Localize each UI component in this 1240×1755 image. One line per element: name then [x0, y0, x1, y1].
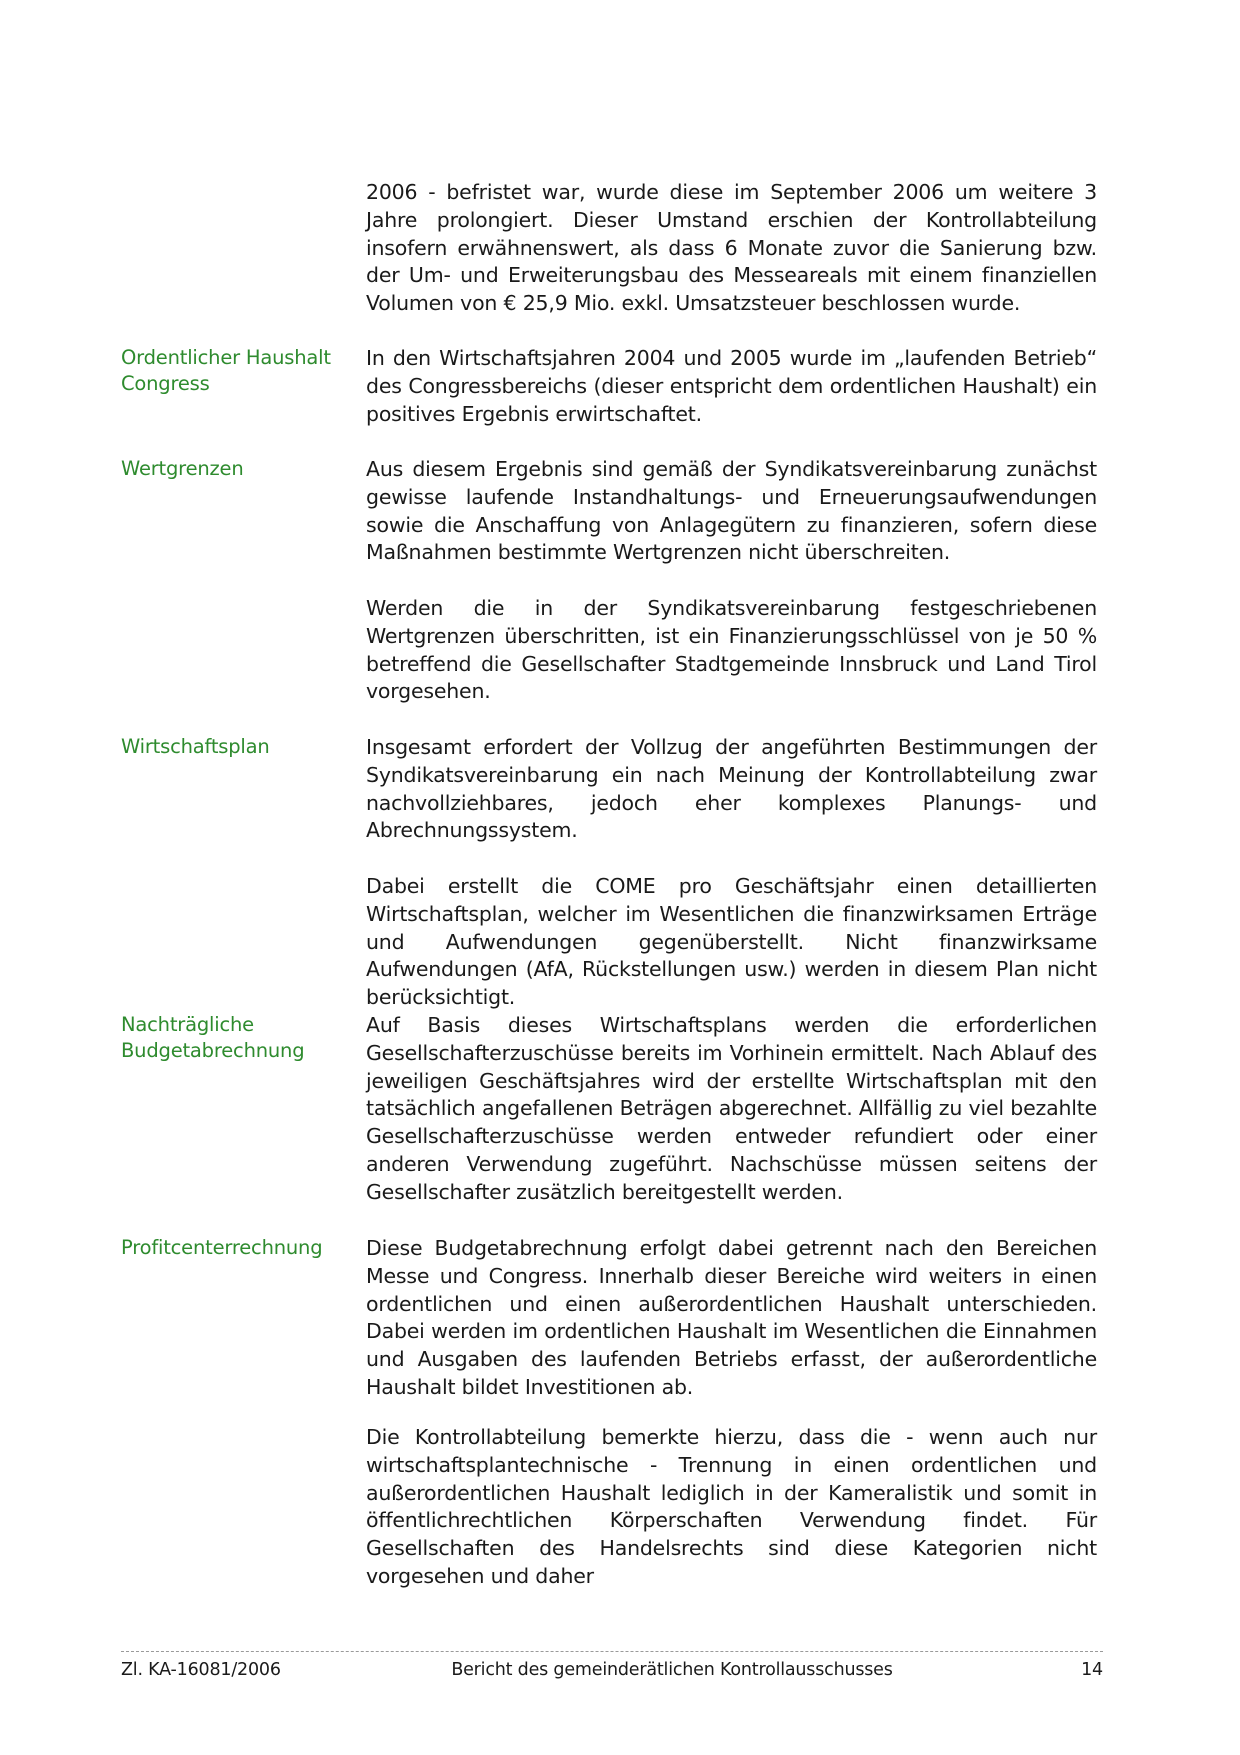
page-number: 14	[1081, 1660, 1103, 1680]
paragraph: Diese Budgetabrechnung erfolgt dabei getrennt nach den Bereichen Messe und Congress. Innerhalb dieser Bereiche wird weiters in einen ordentlichen und einen außerordentlichen Haushalt unterschieden. Dabei werden im ordentlichen Haushalt im Wesentlichen die Einnahmen und Ausgaben des laufenden Betriebs erfasst, der außerordentliche Haushalt bildet Investitionen ab.	[366, 1236, 1097, 1399]
footer-divider	[121, 1651, 1103, 1652]
paragraph: In den Wirtschaftsjahren 2004 und 2005 wurde im „laufenden Betrieb“ des Congressbereichs (dieser entspricht dem ordentlichen Haushalt) ein positives Ergebnis erwirtschaftet.	[366, 346, 1097, 426]
paragraph: Insgesamt erfordert der Vollzug der angeführten Bestimmungen der Syndikatsvereinbarung ein nach Meinung der Kontrollabteilung zwar nachvollziehbares, jedoch eher komplexes Planungs- und Abrechnungssystem.	[366, 735, 1097, 843]
paragraph: Auf Basis dieses Wirtschaftsplans werden die erforderlichen Gesellschafterzuschüsse bereits im Vorhinein ermittelt. Nach Ablauf des jeweiligen Geschäftsjahres wird der erstellte Wirtschaftsplan mit den tatsächlich angefallenen Beträgen abgerechnet. Allfällig zu viel bezahlte Gesellschafterzuschüsse werden entweder refundiert oder einer anderen Verwendung zugeführt. Nachschüsse müssen seitens der Gesellschafter zusätzlich bereitgestellt werden.	[366, 1013, 1097, 1204]
footer-title: Bericht des gemeinderätlichen Kontrollausschusses	[451, 1660, 893, 1680]
footer-reference: Zl. KA-16081/2006	[121, 1660, 281, 1680]
margin-heading: Wertgrenzen	[121, 457, 244, 480]
paragraph: Dabei erstellt die COME pro Geschäftsjahr einen detaillierten Wirtschaftsplan, welcher im Wesentlichen die finanzwirksamen Erträge und Aufwendungen gegenüberstellt. Nicht finanzwirksame Aufwendungen (AfA, Rückstellungen usw.) werden in diesem Plan nicht berücksichtigt.	[366, 874, 1097, 1010]
margin-heading: Nachträgliche Budgetabrechnung	[121, 1013, 305, 1062]
paragraph: Die Kontrollabteilung bemerkte hierzu, dass die - wenn auch nur wirtschaftsplantechnische - Trennung in einen ordentlichen und außerordentlichen Haushalt lediglich in der Kameralistik und somit in öffentlichrechtlichen Körperschaften Verwendung findet. Für Gesellschaften des Handelsrechts sind diese Kategorien nicht vorgesehen und daher	[366, 1425, 1097, 1588]
paragraph: Aus diesem Ergebnis sind gemäß der Syndikatsvereinbarung zunächst gewisse laufende Instandhaltungs- und Erneuerungsaufwendungen sowie die Anschaffung von Anlagegütern zu finanzieren, sofern diese Maßnahmen bestimmte Wertgrenzen nicht überschreiten.	[366, 457, 1097, 565]
paragraph: 2006 - befristet war, wurde diese im September 2006 um weitere 3 Jahre prolongiert. Dieser Umstand erschien der Kontrollabteilung insofern erwähnenswert, als dass 6 Monate zuvor die Sanierung bzw. der Um- und Erweiterungsbau des Messeareals mit einem finanziellen Volumen von € 25,9 Mio. exkl. Umsatzsteuer beschlossen wurde.	[366, 180, 1097, 316]
margin-heading: Profitcenterrechnung	[121, 1236, 323, 1259]
margin-heading: Ordentlicher Haushalt Congress	[121, 346, 331, 395]
margin-heading: Wirtschaftsplan	[121, 735, 270, 758]
paragraph: Werden die in der Syndikatsvereinbarung festgeschriebenen Wertgrenzen überschritten, ist ein Finanzierungsschlüssel von je 50 % betreffend die Gesellschafter Stadtgemeinde Innsbruck und Land Tirol vorgesehen.	[366, 596, 1097, 704]
